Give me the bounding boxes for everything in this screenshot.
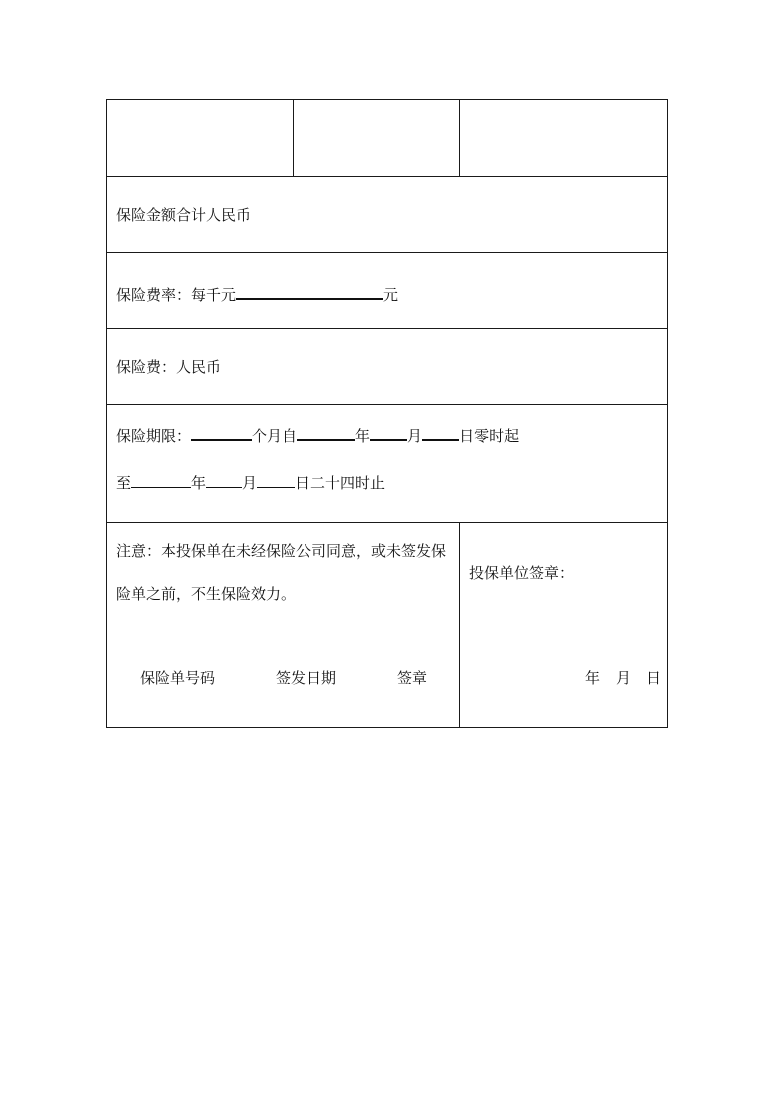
start-day-suffix: 日零时起: [459, 427, 520, 445]
notice-cell: [107, 523, 460, 728]
end-year-blank[interactable]: [131, 472, 191, 488]
applicant-cell: [460, 523, 668, 728]
blank-cell-2: [294, 100, 460, 177]
blank-cell-1: [107, 100, 294, 177]
months-suffix: 个月自: [252, 427, 298, 445]
end-month-label: 月: [242, 474, 258, 492]
period-to: 至: [116, 474, 132, 492]
rate-cell: [107, 253, 668, 329]
start-year-label: 年: [355, 427, 371, 445]
rate-blank[interactable]: [236, 283, 383, 300]
rate-unit: 元: [383, 286, 399, 304]
amount-label: 保险金额合计人民币: [116, 206, 252, 224]
end-day-suffix: 日二十四时止: [295, 474, 386, 492]
start-month-blank[interactable]: [370, 424, 407, 441]
end-day-blank[interactable]: [257, 472, 295, 488]
applicant-year-label: 年: [585, 669, 601, 687]
period-line-1: [116, 424, 519, 445]
premium-row: [107, 329, 668, 405]
start-month-label: 月: [407, 427, 423, 445]
premium-label: 保险费：人民币: [116, 358, 222, 376]
issue-date-label: 签发日期: [276, 669, 337, 687]
applicant-day-label: 日: [646, 669, 662, 687]
period-cell: [107, 405, 668, 523]
applicant-seal-label: 投保单位签章：: [469, 564, 575, 582]
header-cells-row: [107, 100, 668, 177]
period-label: 保险期限：: [116, 427, 192, 445]
amount-row: [107, 177, 668, 253]
rate-line: [116, 283, 398, 304]
amount-cell: [107, 177, 668, 253]
applicant-month-label: 月: [616, 669, 632, 687]
start-day-blank[interactable]: [422, 424, 459, 441]
blank-cell-3: [460, 100, 668, 177]
period-row: [107, 405, 668, 523]
rate-label: 保险费率：每千元: [116, 286, 237, 304]
notice-line-2: 险单之前，不生保险效力。: [116, 585, 297, 603]
months-blank[interactable]: [191, 424, 252, 441]
notice-row: [107, 523, 668, 728]
end-month-blank[interactable]: [206, 472, 242, 488]
seal-label: 签章: [397, 669, 428, 687]
notice-line-1: 注意：本投保单在未经保险公司同意，或未签发保: [116, 542, 447, 560]
rate-row: [107, 253, 668, 329]
premium-cell: [107, 329, 668, 405]
policy-number-label: 保险单号码: [140, 669, 216, 687]
start-year-blank[interactable]: [297, 424, 355, 441]
insurance-application-table: [106, 99, 668, 728]
end-year-label: 年: [191, 474, 207, 492]
period-line-2: [116, 472, 385, 492]
